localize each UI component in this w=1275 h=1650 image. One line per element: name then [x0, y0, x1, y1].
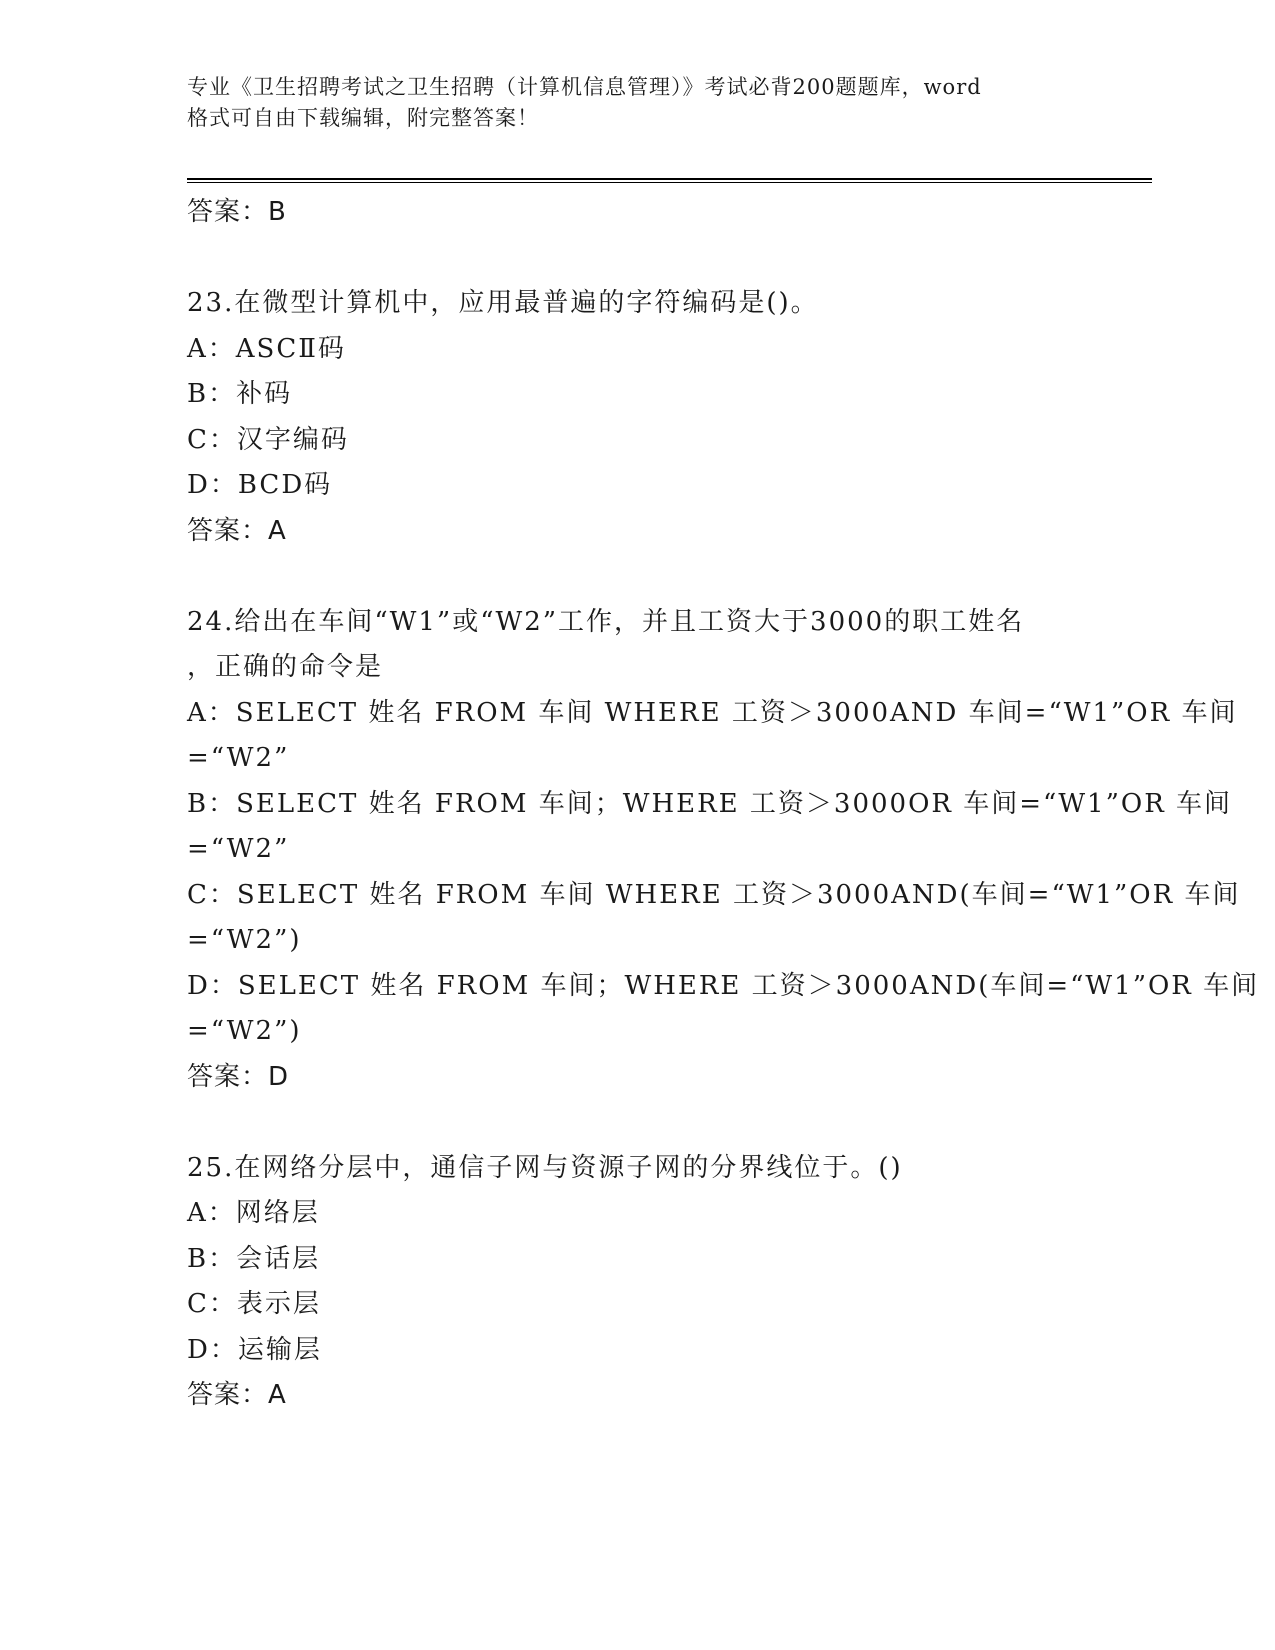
page-header — [187, 72, 1087, 134]
option-a: A：网络层 — [187, 1198, 320, 1228]
question-text-line-1: 24.给出在车间“W1”或“W2”工作，并且工资大于3000的职工姓名 — [187, 606, 1025, 637]
answer: 答案：A — [187, 515, 287, 546]
option-c: C：表示层 — [187, 1289, 321, 1319]
answer: 答案：A — [187, 1380, 287, 1410]
option-c-line-2: =“W2”) — [187, 925, 302, 955]
header-divider-thin — [187, 182, 1152, 183]
question-24 — [187, 600, 1260, 1101]
option-b-line-1: B：SELECT 姓名 FROM 车间；WHERE 工资＞3000OR 车间=“W1”OR 车间 — [187, 788, 1233, 819]
option-d: D：运输层 — [187, 1334, 322, 1365]
option-a-line-1: A：SELECT 姓名 FROM 车间 WHERE 工资＞3000AND 车间=“W1”OR 车间 — [187, 697, 1238, 728]
option-b: B：补码 — [187, 379, 293, 409]
header-line-2: 格式可自由下载编辑，附完整答案！ — [187, 106, 539, 130]
spacer — [187, 1100, 1087, 1146]
question-text: 25.在网络分层中，通信子网与资源子网的分界线位于。() — [187, 1152, 903, 1183]
header-line-1: 专业《卫生招聘考试之卫生招聘（计算机信息管理）》考试必背200题题库，word — [187, 75, 982, 99]
question-text: 23.在微型计算机中，应用最普遍的字符编码是()。 — [187, 288, 819, 318]
option-d-line-2: =“W2”) — [187, 1016, 302, 1046]
question-25 — [187, 1146, 1087, 1419]
option-a-line-2: =“W2” — [187, 743, 290, 773]
header-divider — [187, 178, 1152, 180]
answer-q22: 答案：B — [187, 197, 287, 227]
option-b: B：会话层 — [187, 1243, 321, 1274]
document-body — [187, 190, 1260, 1419]
question-text-line-2: ，正确的命令是 — [187, 652, 384, 682]
answer: 答案：D — [187, 1061, 290, 1092]
option-a: A：ASCⅡ码 — [187, 333, 346, 364]
option-c-line-1: C：SELECT 姓名 FROM 车间 WHERE 工资＞3000AND(车间=“W1”OR 车间 — [187, 879, 1241, 910]
spacer — [187, 554, 1087, 600]
option-d: D：BCD码 — [187, 470, 333, 500]
option-d-line-1: D：SELECT 姓名 FROM 车间；WHERE 工资＞3000AND(车间=“W1”OR 车间 — [187, 970, 1260, 1001]
spacer — [187, 236, 1087, 282]
option-b-line-2: =“W2” — [187, 834, 290, 864]
option-c: C：汉字编码 — [187, 424, 349, 455]
question-23 — [187, 281, 1087, 554]
